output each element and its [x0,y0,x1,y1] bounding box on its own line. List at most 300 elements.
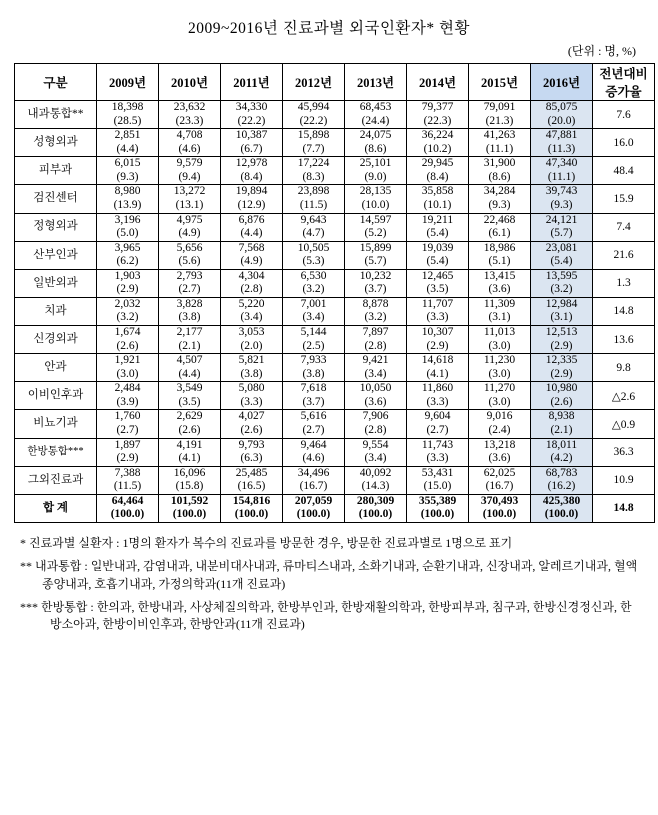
cell-share: (2.7) [116,423,139,436]
cell-share: (4.9) [178,227,201,240]
cell-count: 13,595 [545,269,578,282]
growth-rate-cell: 10.9 [593,466,655,494]
table-total-row [15,494,655,522]
row-label: 피부과 [15,157,97,185]
cell-share: (2.7) [302,423,325,436]
page-title: 2009~2016년 진료과별 외국인환자* 현황 [188,20,470,37]
cell-share: (8.6) [364,142,387,155]
cell-share: (2.1) [550,423,573,436]
table-row [15,466,655,494]
cell-count: 2,629 [176,410,203,423]
cell-share: (2.8) [240,283,263,296]
data-cell [283,213,345,241]
cell-share: (28.5) [113,114,142,127]
total-data-cell [345,494,407,522]
data-cell [159,354,221,382]
cell-count: 10,387 [235,129,268,142]
data-cell [531,326,593,354]
total-data-cell [97,494,159,522]
header-year-2015: 2015년 [469,64,531,101]
row-label: 한방통합*** [15,438,97,466]
cell-count: 7,897 [362,326,389,338]
cell-count: 68,453 [359,101,392,113]
data-cell [407,438,469,466]
cell-count: 10,232 [359,269,392,282]
foreign-patient-by-department-table [14,63,655,523]
table-row [15,410,655,438]
data-cell [469,382,531,410]
cell-share: (3.4) [240,311,263,324]
table-body [15,101,655,523]
cell-share: (5.7) [364,255,387,268]
cell-count: 207,059 [294,494,333,507]
data-cell [221,101,283,129]
cell-count: 5,144 [300,326,327,338]
data-cell [345,466,407,494]
cell-share: (24.4) [361,114,390,127]
data-cell [97,157,159,185]
cell-share: (2.6) [116,339,139,352]
data-cell [531,213,593,241]
cell-share: (4.4) [240,227,263,240]
cell-count: 11,230 [483,354,516,367]
data-cell [407,326,469,354]
cell-share: (2.7) [178,283,201,296]
data-cell [345,326,407,354]
growth-rate-cell: 21.6 [593,241,655,269]
cell-share: (4.6) [178,142,201,155]
cell-count: 370,493 [480,494,519,507]
footnote-3: *** 한방통합 : 한의과, 한방내과, 사상체질의학과, 한방부인과, 한방재활의학과, 한방피부과, 침구과, 한방신경정신과, 한방소아과, 한방이비인후과, 한방안과(11개 진료과) [20,600,632,632]
data-cell [407,185,469,213]
cell-share: (3.0) [488,367,511,380]
cell-count: 2,793 [176,269,203,282]
data-cell [469,185,531,213]
data-cell [469,269,531,297]
cell-count: 1,674 [114,326,141,338]
data-cell [531,297,593,325]
data-cell [283,466,345,494]
cell-share: (3.0) [116,367,139,380]
header-growth-line2: 증가율 [605,85,642,99]
cell-share: (7.7) [302,142,325,155]
data-cell [221,213,283,241]
cell-count: 1,921 [114,354,141,367]
cell-share: (16.7) [299,480,328,493]
growth-rate-cell: △2.6 [593,382,655,410]
cell-count: 68,783 [545,466,578,479]
cell-share: (15.0) [423,480,452,493]
cell-count: 62,025 [483,466,516,479]
cell-share: (14.3) [361,480,390,493]
cell-share: (5.0) [116,227,139,240]
cell-share: (3.2) [550,283,573,296]
cell-count: 13,218 [483,438,516,451]
data-cell [283,438,345,466]
cell-count: 18,011 [545,438,578,451]
data-cell [221,129,283,157]
data-cell [97,129,159,157]
cell-count: 8,980 [114,185,141,198]
data-cell [469,213,531,241]
cell-share: (3.7) [302,395,325,408]
cell-count: 19,039 [421,241,454,254]
data-cell [345,438,407,466]
cell-share: (13.9) [113,198,142,211]
table-row [15,185,655,213]
cell-count: 6,876 [238,213,265,226]
row-label: 정형외과 [15,213,97,241]
cell-count: 9,643 [300,213,327,226]
cell-share: (100.0) [544,508,579,521]
header-year-2012: 2012년 [283,64,345,101]
data-cell [345,213,407,241]
table-row [15,354,655,382]
cell-count: 8,938 [548,410,575,423]
cell-share: (2.9) [116,452,139,465]
cell-share: (23.3) [175,114,204,127]
cell-count: 7,618 [300,382,327,395]
cell-share: (3.1) [550,311,573,324]
header-growth-line1: 전년대비 [599,67,648,81]
cell-share: (4.6) [302,452,325,465]
data-cell [97,241,159,269]
cell-share: (21.3) [485,114,514,127]
cell-count: 19,894 [235,185,268,198]
data-cell [469,354,531,382]
data-cell [407,129,469,157]
growth-rate-cell: 36.3 [593,438,655,466]
data-cell [159,410,221,438]
cell-count: 12,513 [545,326,578,338]
cell-share: (6.3) [240,452,263,465]
data-cell [469,241,531,269]
cell-share: (16.5) [237,480,266,493]
cell-count: 7,906 [362,410,389,423]
cell-share: (5.4) [426,227,449,240]
cell-count: 3,828 [176,297,203,310]
cell-share: (2.8) [364,339,387,352]
data-cell [221,382,283,410]
cell-share: (3.6) [488,283,511,296]
data-cell [283,410,345,438]
cell-count: 24,075 [359,129,392,142]
data-cell [407,241,469,269]
cell-share: (3.3) [240,395,263,408]
total-data-cell [283,494,345,522]
cell-share: (2.8) [364,423,387,436]
cell-count: 53,431 [421,466,454,479]
cell-share: (9.4) [178,170,201,183]
cell-share: (11.5) [113,480,142,493]
data-cell [159,382,221,410]
cell-count: 14,618 [421,354,454,367]
cell-share: (3.2) [364,311,387,324]
cell-count: 7,001 [300,297,327,310]
growth-rate-cell: 48.4 [593,157,655,185]
cell-count: 64,464 [111,494,144,507]
data-cell [221,157,283,185]
cell-count: 9,554 [362,438,389,451]
data-cell [221,410,283,438]
growth-rate-cell: 15.9 [593,185,655,213]
cell-count: 79,091 [483,101,516,113]
cell-count: 101,592 [170,494,209,507]
total-label: 합 계 [15,494,97,522]
cell-count: 10,307 [421,326,454,338]
cell-share: (3.5) [426,283,449,296]
cell-share: (2.4) [488,423,511,436]
cell-share: (3.8) [240,367,263,380]
cell-share: (5.1) [488,255,511,268]
table-row [15,269,655,297]
growth-rate-cell: 16.0 [593,129,655,157]
header-year-2013: 2013년 [345,64,407,101]
cell-count: 1,897 [114,438,141,451]
cell-count: 36,224 [421,129,454,142]
cell-count: 14,597 [359,213,392,226]
cell-share: (8.4) [240,170,263,183]
cell-share: (4.7) [302,227,325,240]
cell-count: 12,465 [421,269,454,282]
cell-share: (3.1) [488,311,511,324]
cell-share: (20.0) [547,114,576,127]
data-cell [345,382,407,410]
total-data-cell [159,494,221,522]
cell-share: (2.9) [426,339,449,352]
data-cell [97,101,159,129]
data-cell [159,326,221,354]
data-cell [469,157,531,185]
data-cell [97,269,159,297]
cell-count: 41,263 [483,129,516,142]
data-cell [407,410,469,438]
table-row [15,382,655,410]
growth-rate-cell: 13.6 [593,326,655,354]
cell-count: 35,858 [421,185,454,198]
cell-count: 11,743 [421,438,454,451]
cell-count: 5,656 [176,241,203,254]
data-cell [531,410,593,438]
data-cell [531,382,593,410]
cell-count: 4,304 [238,269,265,282]
cell-count: 25,101 [359,157,392,170]
data-cell [345,269,407,297]
row-label: 신경외과 [15,326,97,354]
cell-count: 9,464 [300,438,327,451]
cell-count: 2,484 [114,382,141,395]
cell-share: (13.1) [175,198,204,211]
cell-share: (2.9) [550,339,573,352]
data-cell [345,157,407,185]
cell-count: 13,415 [483,269,516,282]
cell-share: (8.6) [488,170,511,183]
cell-count: 34,330 [235,101,268,113]
cell-count: 34,496 [297,466,330,479]
data-cell [345,354,407,382]
data-cell [159,241,221,269]
row-label: 내과통합** [15,101,97,129]
cell-share: (2.6) [550,395,573,408]
growth-rate-cell: 1.3 [593,269,655,297]
cell-count: 17,224 [297,157,330,170]
cell-share: (2.9) [116,283,139,296]
cell-count: 2,032 [114,297,141,310]
data-cell [283,185,345,213]
cell-count: 39,743 [545,185,578,198]
data-cell [221,438,283,466]
cell-share: (9.3) [550,198,573,211]
cell-share: (2.1) [178,339,201,352]
cell-count: 15,898 [297,129,330,142]
data-cell [221,354,283,382]
data-cell [283,157,345,185]
data-cell [469,438,531,466]
cell-share: (4.1) [178,452,201,465]
cell-count: 29,945 [421,157,454,170]
row-label: 일반외과 [15,269,97,297]
cell-count: 425,380 [542,494,581,507]
data-cell [221,185,283,213]
data-cell [221,297,283,325]
cell-share: (3.5) [178,395,201,408]
cell-share: (100.0) [172,508,207,521]
cell-count: 12,335 [545,354,578,367]
cell-share: (3.3) [426,452,449,465]
data-cell [407,466,469,494]
data-cell [159,269,221,297]
data-cell [97,382,159,410]
cell-share: (4.2) [550,452,573,465]
cell-count: 9,793 [238,438,265,451]
data-cell [283,241,345,269]
cell-count: 7,388 [114,466,141,479]
cell-count: 23,632 [173,101,206,113]
data-cell [159,213,221,241]
total-growth-rate-cell: 14.8 [593,494,655,522]
cell-count: 85,075 [545,101,578,113]
footnotes [20,535,638,634]
cell-count: 5,821 [238,354,265,367]
cell-count: 154,816 [232,494,271,507]
cell-count: 25,485 [235,466,268,479]
cell-count: 11,707 [421,297,454,310]
cell-count: 18,398 [111,101,144,113]
cell-share: (5.6) [178,255,201,268]
cell-share: (3.3) [426,311,449,324]
unit-note: (단위 : 명, %) [567,44,636,58]
growth-rate-cell: 7.4 [593,213,655,241]
data-cell [283,297,345,325]
data-cell [531,101,593,129]
cell-share: (5.7) [550,227,573,240]
cell-share: (15.8) [175,480,204,493]
cell-share: (9.3) [488,198,511,211]
data-cell [221,466,283,494]
data-cell [283,326,345,354]
data-cell [345,129,407,157]
cell-count: 6,015 [114,157,141,170]
table-row [15,326,655,354]
cell-share: (22.2) [299,114,328,127]
cell-count: 5,220 [238,297,265,310]
total-data-cell [531,494,593,522]
cell-share: (5.4) [426,255,449,268]
cell-share: (2.0) [240,339,263,352]
cell-count: 7,568 [238,241,265,254]
cell-share: (3.3) [426,395,449,408]
cell-share: (4.9) [240,255,263,268]
header-category: 구분 [15,64,97,101]
data-cell [407,297,469,325]
cell-share: (3.4) [302,311,325,324]
cell-count: 355,389 [418,494,457,507]
cell-count: 12,984 [545,297,578,310]
cell-share: (12.9) [237,198,266,211]
cell-share: (100.0) [234,508,269,521]
cell-count: 5,616 [300,410,327,423]
total-data-cell [221,494,283,522]
cell-count: 19,211 [421,213,454,226]
cell-count: 11,013 [483,326,516,338]
cell-count: 6,530 [300,269,327,282]
cell-share: (6.2) [116,255,139,268]
cell-share: (8.3) [302,170,325,183]
cell-share: (11.1) [485,142,514,155]
cell-share: (3.0) [488,395,511,408]
cell-share: (10.2) [423,142,452,155]
growth-rate-cell: 14.8 [593,297,655,325]
data-cell [531,185,593,213]
cell-count: 4,191 [176,438,203,451]
cell-count: 40,092 [359,466,392,479]
row-label: 이비인후과 [15,382,97,410]
header-year-2016: 2016년 [531,64,593,101]
cell-share: (6.1) [488,227,511,240]
cell-share: (3.4) [364,452,387,465]
cell-count: 11,270 [483,382,516,395]
cell-share: (22.3) [423,114,452,127]
total-data-cell [469,494,531,522]
cell-count: 9,604 [424,410,451,423]
cell-share: (100.0) [110,508,145,521]
data-cell [531,157,593,185]
data-cell [469,466,531,494]
cell-count: 11,860 [421,382,454,395]
cell-share: (10.0) [361,198,390,211]
cell-count: 4,975 [176,213,203,226]
cell-share: (2.9) [550,367,573,380]
cell-count: 3,549 [176,382,203,395]
data-cell [283,101,345,129]
data-cell [407,101,469,129]
footnote-1: * 진료과별 실환자 : 1명의 환자가 복수의 진료과를 방문한 경우, 방문한 진료과별로 1명으로 표기 [20,535,513,550]
data-cell [159,466,221,494]
cell-count: 3,053 [238,326,265,338]
data-cell [531,241,593,269]
cell-count: 2,177 [176,326,203,338]
cell-share: (3.8) [302,367,325,380]
cell-share: (2.5) [302,339,325,352]
cell-count: 47,881 [545,129,578,142]
cell-count: 18,986 [483,241,516,254]
cell-count: 47,340 [545,157,578,170]
row-label: 그외진료과 [15,466,97,494]
data-cell [469,410,531,438]
data-cell [159,129,221,157]
cell-count: 7,933 [300,354,327,367]
data-cell [97,297,159,325]
